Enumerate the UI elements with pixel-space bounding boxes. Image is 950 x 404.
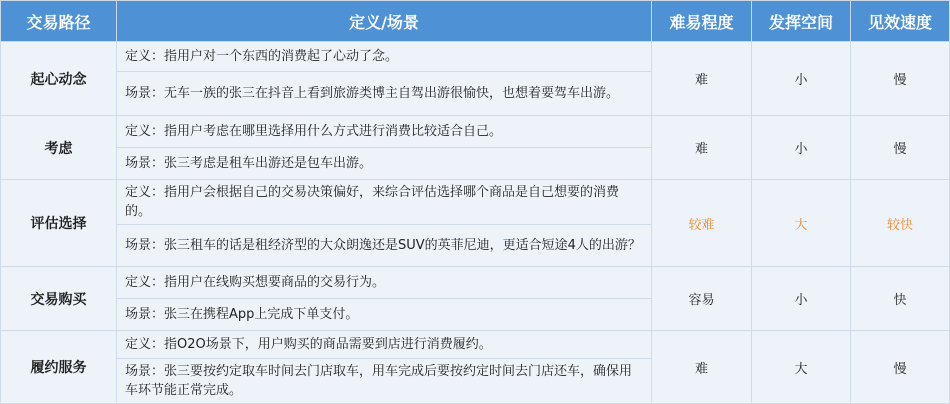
difficulty-cell: 容易 <box>652 267 752 331</box>
difficulty-cell: 难 <box>652 42 752 116</box>
header-speed: 见效速度 <box>851 1 950 42</box>
room-cell: 大 <box>752 180 851 267</box>
difficulty-cell: 难 <box>652 331 752 404</box>
definition-cell: 定义：指用户会根据自己的交易决策偏好，来综合评估选择哪个商品是自己想要的消费的。 <box>117 180 652 225</box>
table-row <box>1 42 950 72</box>
table-row <box>1 180 950 225</box>
scenario-cell: 场景：张三考虑是租车出游还是包车出游。 <box>117 148 652 180</box>
room-cell: 小 <box>752 116 851 180</box>
speed-cell: 快 <box>851 267 950 331</box>
speed-cell: 慢 <box>851 116 950 180</box>
definition-cell: 定义：指O2O场景下，用户购买的商品需要到店进行消费履约。 <box>117 331 652 359</box>
header-stage: 交易路径 <box>1 1 117 42</box>
table-row <box>1 116 950 148</box>
difficulty-cell: 难 <box>652 116 752 180</box>
speed-cell: 慢 <box>851 331 950 404</box>
room-cell: 小 <box>752 42 851 116</box>
stage-cell: 履约服务 <box>1 331 117 404</box>
difficulty-cell: 较难 <box>652 180 752 267</box>
stage-cell: 起心动念 <box>1 42 117 116</box>
stage-cell: 评估选择 <box>1 180 117 267</box>
table-row <box>1 331 950 359</box>
speed-cell: 较快 <box>851 180 950 267</box>
stage-cell: 考虑 <box>1 116 117 180</box>
table-row <box>1 267 950 299</box>
room-cell: 大 <box>752 331 851 404</box>
definition-cell: 定义：指用户考虑在哪里选择用什么方式进行消费比较适合自己。 <box>117 116 652 148</box>
header-difficulty: 难易程度 <box>652 1 752 42</box>
definition-cell: 定义：指用户在线购买想要商品的交易行为。 <box>117 267 652 299</box>
scenario-cell: 场景：张三在携程App上完成下单支付。 <box>117 299 652 331</box>
scenario-cell: 场景：张三租车的话是租经济型的大众朗逸还是SUV的英菲尼迪，更适合短途4人的出游？ <box>117 225 652 267</box>
speed-cell: 慢 <box>851 42 950 116</box>
header-row <box>1 1 950 42</box>
scenario-cell: 场景：张三要按约定取车时间去门店取车，用车完成后要按约定时间去门店还车，确保用车环节能正常完成。 <box>117 359 652 404</box>
room-cell: 小 <box>752 267 851 331</box>
definition-cell: 定义：指用户对一个东西的消费起了心动了念。 <box>117 42 652 72</box>
scenario-cell: 场景：无车一族的张三在抖音上看到旅游类博主自驾出游很愉快，也想着要驾车出游。 <box>117 72 652 116</box>
stage-cell: 交易购买 <box>1 267 117 331</box>
header-room: 发挥空间 <box>752 1 851 42</box>
header-definition-scenario: 定义/场景 <box>117 1 652 42</box>
